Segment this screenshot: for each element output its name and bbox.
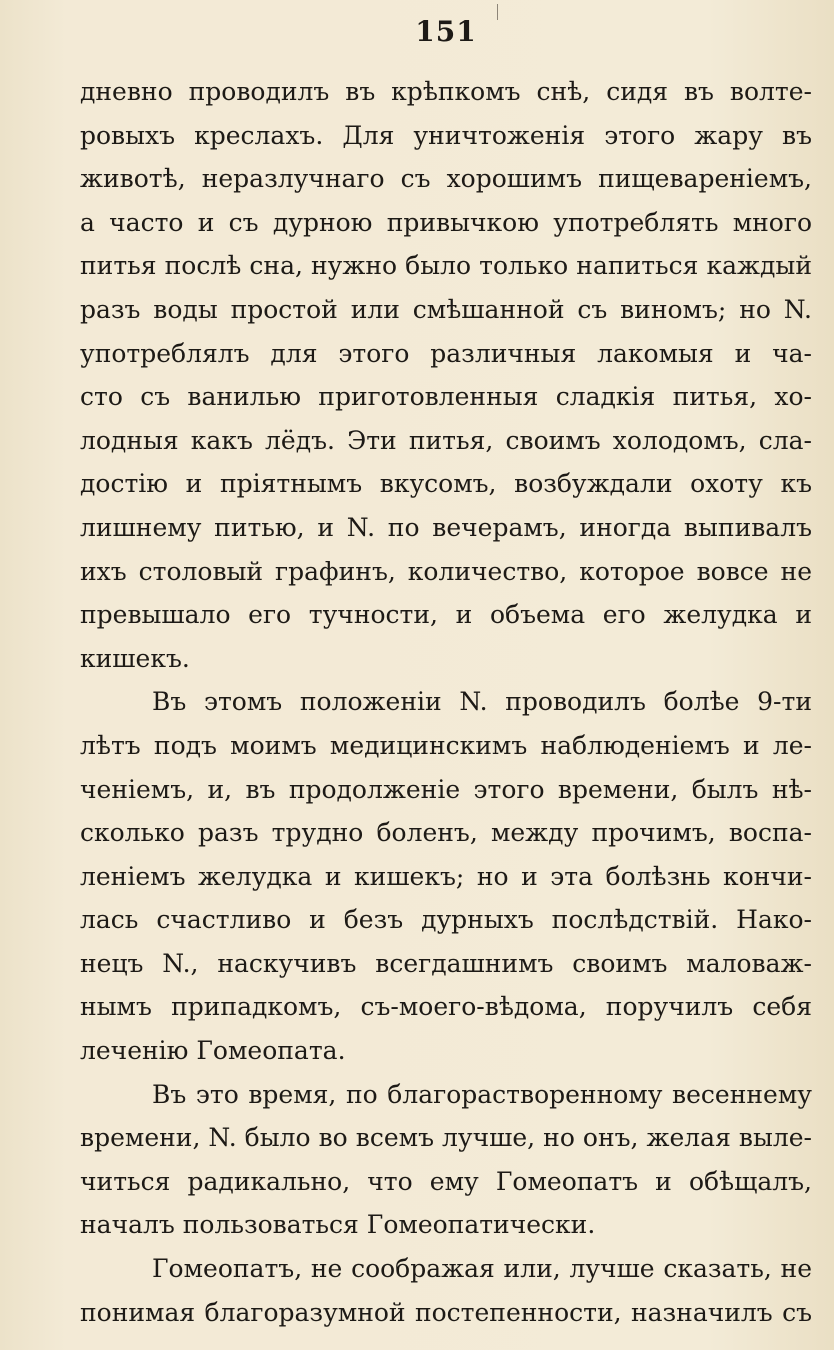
text-line: началъ пользоваться Гомеопатически. xyxy=(80,1210,596,1240)
text-line: понимая благоразумной постепенности, назначилъ съ xyxy=(80,1297,812,1327)
text-line: дневно проводилъ въ крѣпкомъ снѣ, сидя въ волте- xyxy=(80,77,812,106)
text-line: леченію Гомеопата. xyxy=(80,1036,346,1066)
text-line: Въ это время, по благорастворенному весеннему xyxy=(152,1079,812,1109)
text-line: ченіемъ, и, въ продолженіе этого времени, былъ нѣ- xyxy=(80,774,812,804)
text-line: лѣтъ подъ моимъ медицинскимъ наблюденіемъ и ле- xyxy=(80,730,812,760)
text-line: разъ воды простой или смѣшанной съ виномъ; но N. xyxy=(80,294,812,324)
text-line: ровыхъ креслахъ. Для уничтоженія этого жару въ xyxy=(80,120,812,150)
text-line: Гомеопатъ, не соображая или, лучше сказать, не xyxy=(152,1254,812,1284)
text-line: лась счастливо и безъ дурныхъ послѣдствій. Нако- xyxy=(80,905,812,935)
text-line: употреблялъ для этого различныя лакомыя и ча- xyxy=(80,338,812,368)
text-line: сколько разъ трудно боленъ, между прочимъ, воспа- xyxy=(80,818,812,848)
text-line: нымъ припадкомъ, съ-моего-вѣдома, поручилъ себя xyxy=(80,992,812,1022)
text-line: достію и пріятнымъ вкусомъ, возбуждали охоту къ xyxy=(80,469,812,499)
text-line: кишекъ. xyxy=(80,643,190,673)
text-line: леніемъ желудка и кишекъ; но и эта болѣзнь кончи- xyxy=(80,861,812,891)
text-line: лишнему питью, и N. по вечерамъ, иногда выпивалъ xyxy=(80,512,812,542)
paragraph-3 xyxy=(80,1073,812,1247)
text-line: времени, N. было во всемъ лучше, но онъ, желая выле- xyxy=(80,1123,812,1153)
paragraph-2 xyxy=(80,680,812,1072)
text-line: животѣ, неразлучнаго съ хорошимъ пищевареніемъ, xyxy=(80,164,812,194)
text-line: ихъ столовый графинъ, количество, которое вовсе не xyxy=(80,556,812,586)
text-line: читься радикально, что ему Гомеопатъ и обѣщалъ, xyxy=(80,1166,812,1196)
text-line: а часто и съ дурною привычкою употреблять много xyxy=(80,207,812,237)
text-line: сто съ ванилью приготовленныя сладкія питья, хо- xyxy=(80,382,812,412)
text-line: превышало его тучности, и объема его желудка и xyxy=(80,600,812,630)
page-edge-mark xyxy=(497,4,498,20)
text-line: питья послѣ сна, нужно было только напиться каждый xyxy=(80,251,812,281)
text-line: Въ этомъ положеніи N. проводилъ болѣе 9-ти xyxy=(152,687,812,717)
text-line: лодныя какъ лёдъ. Эти питья, своимъ холодомъ, сла- xyxy=(80,425,812,455)
text-line: нецъ N., наскучивъ всегдашнимъ своимъ маловаж- xyxy=(80,948,812,978)
paragraph-4 xyxy=(80,1247,812,1334)
page-number: 151 xyxy=(415,15,477,48)
paragraph-1 xyxy=(80,70,812,680)
